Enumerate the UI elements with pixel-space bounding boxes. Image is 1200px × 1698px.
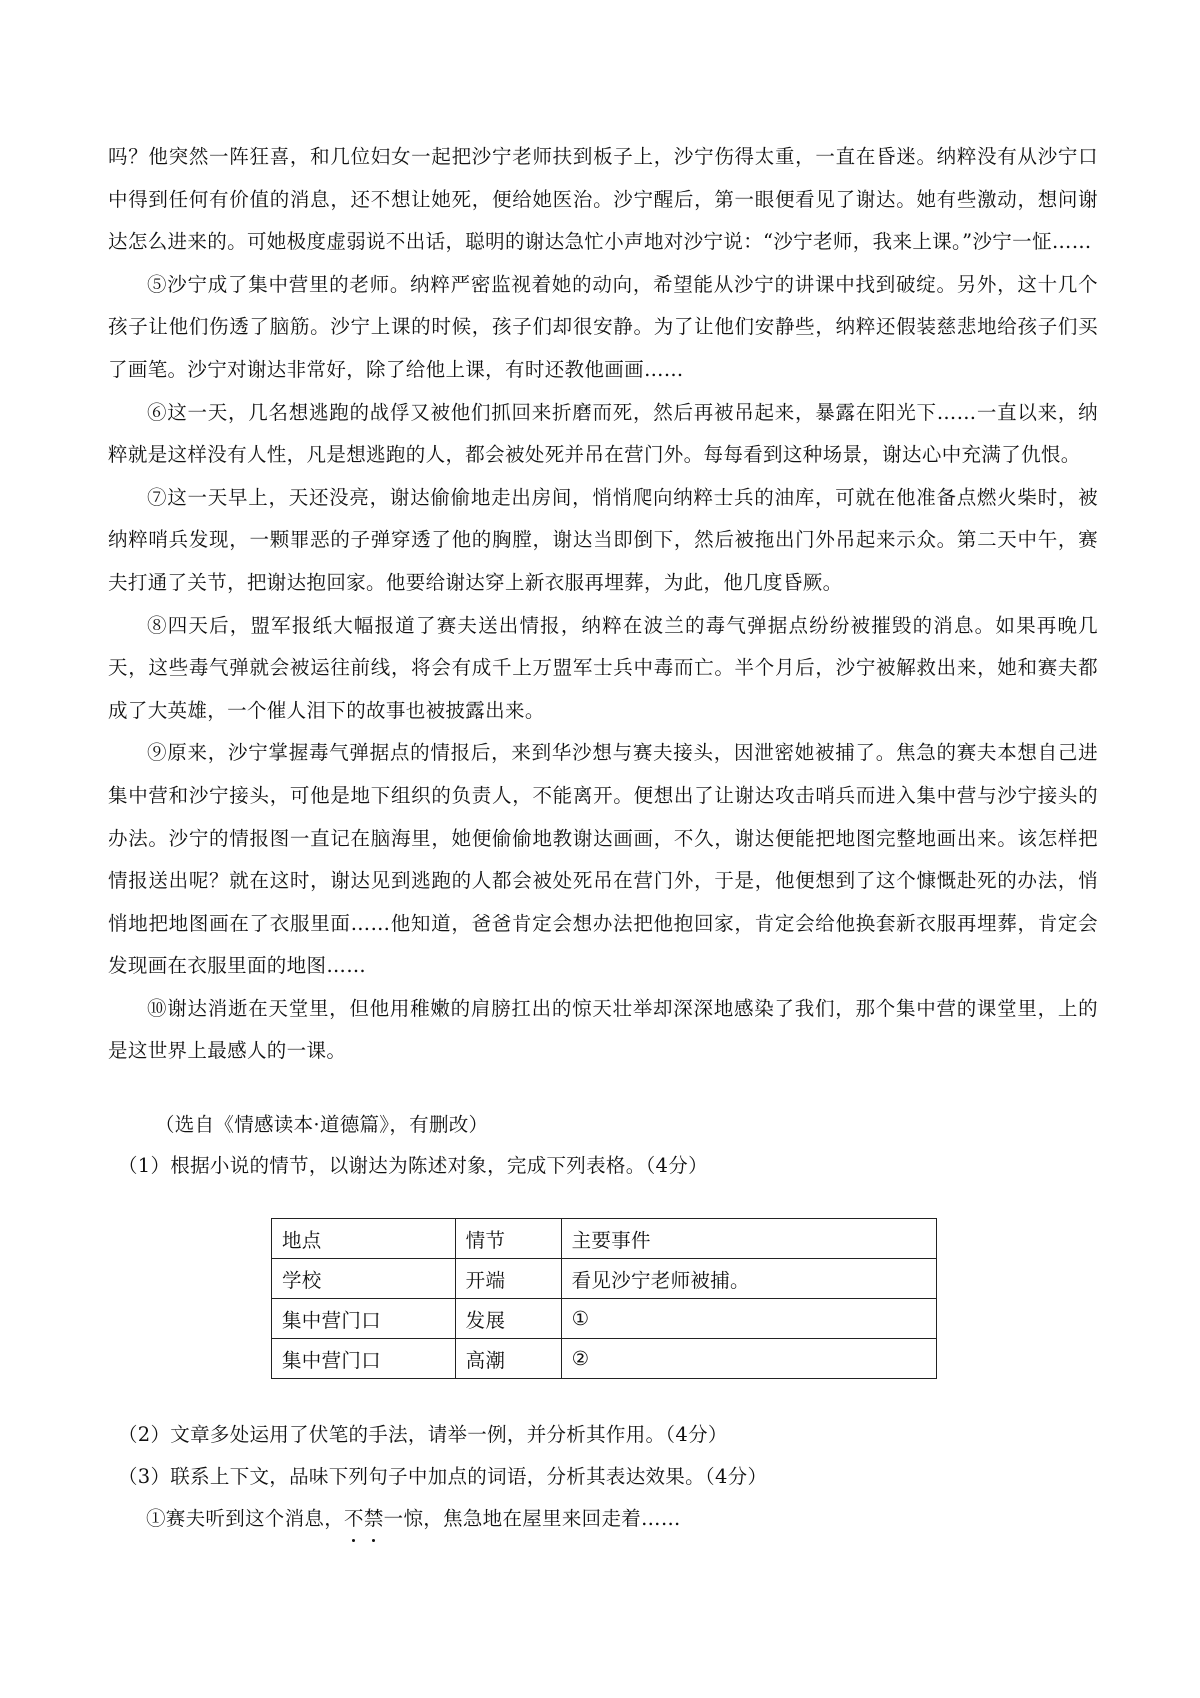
passage-source: （选自《情感读本·道德篇》，有删改） <box>155 1113 489 1136</box>
question-3-item-1 <box>146 1504 681 1534</box>
sentence-after: 一惊，焦急地在屋里来回走着…… <box>383 1507 681 1530</box>
question-1: （1）根据小说的情节，以谢达为陈述对象，完成下列表格。（4分） <box>118 1154 708 1177</box>
emphasized-char: 禁 <box>364 1504 384 1534</box>
table-cell: 看见沙宁老师被捕。 <box>561 1259 936 1299</box>
table-cell: 集中营门口 <box>272 1339 456 1379</box>
table-cell: 高潮 <box>455 1339 561 1379</box>
emphasized-char: 不 <box>344 1504 364 1534</box>
table-header-cell: 地点 <box>272 1219 456 1259</box>
table-cell: 集中营门口 <box>272 1299 456 1339</box>
reading-passage <box>108 136 1098 1073</box>
table-row <box>272 1339 937 1379</box>
passage-paragraph-7: ⑦这一天早上，天还没亮，谢达偷偷地走出房间，悄悄爬向纳粹士兵的油库，可就在他准备点燃火柴时，被纳粹哨兵发现，一颗罪恶的子弹穿透了他的胸膛，谢达当即倒下，然后被拖出门外吊起来示众。第二天中午，赛夫打通了关节，把谢达抱回家。他要给谢达穿上新衣服再埋葬，为此，他几度昏厥。 <box>108 485 1098 594</box>
question-3: （3）联系上下文，品味下列句子中加点的词语，分析其表达效果。（4分） <box>118 1465 768 1488</box>
table-header-cell: 情节 <box>455 1219 561 1259</box>
question-2: （2）文章多处运用了伏笔的手法，请举一例，并分析其作用。（4分） <box>118 1423 728 1446</box>
table-row <box>272 1299 937 1339</box>
table-cell: ② <box>561 1339 936 1379</box>
passage-paragraph-8: ⑧四天后，盟军报纸大幅报道了赛夫送出情报，纳粹在波兰的毒气弹据点纷纷被摧毁的消息。如果再晚几天，这些毒气弹就会被运往前线，将会有成千上万盟军士兵中毒而亡。半个月后，沙宁被解救出来，她和赛夫都成了大英雄，一个催人泪下的故事也被披露出来。 <box>108 613 1098 722</box>
table-cell: 学校 <box>272 1259 456 1299</box>
plot-table <box>271 1218 937 1379</box>
passage-paragraph-6: ⑥这一天，几名想逃跑的战俘又被他们抓回来折磨而死，然后再被吊起来，暴露在阳光下……一直以来，纳粹就是这样没有人性，凡是想逃跑的人，都会被处死并吊在营门外。每每看到这种场景，谢达心中充满了仇恨。 <box>108 400 1098 467</box>
sentence-before: ①赛夫听到这个消息， <box>146 1507 345 1530</box>
table-header-cell: 主要事件 <box>561 1219 936 1259</box>
table-row <box>272 1259 937 1299</box>
table-cell: 发展 <box>455 1299 561 1339</box>
table-cell: ① <box>561 1299 936 1339</box>
passage-paragraph-continued: 吗？他突然一阵狂喜，和几位妇女一起把沙宁老师扶到板子上，沙宁伤得太重，一直在昏迷。纳粹没有从沙宁口中得到任何有价值的消息，还不想让她死，便给她医治。沙宁醒后，第一眼便看见了谢达。她有些激动，想问谢达怎么进来的。可她极度虚弱说不出话，聪明的谢达急忙小声地对沙宁说：“沙宁老师，我来上课。”沙宁一怔…… <box>108 145 1098 254</box>
passage-paragraph-10: ⑩谢达消逝在天堂里，但他用稚嫩的肩膀扛出的惊天壮举却深深地感染了我们，那个集中营的课堂里，上的是这世界上最感人的一课。 <box>108 996 1098 1063</box>
passage-paragraph-5: ⑤沙宁成了集中营里的老师。纳粹严密监视着她的动向，希望能从沙宁的讲课中找到破绽。另外，这十几个孩子让他们伤透了脑筋。沙宁上课的时候，孩子们却很安静。为了让他们安静些，纳粹还假装慈悲地给孩子们买了画笔。沙宁对谢达非常好，除了给他上课，有时还教他画画…… <box>108 272 1098 381</box>
table-cell: 开端 <box>455 1259 561 1299</box>
passage-paragraph-9: ⑨原来，沙宁掌握毒气弹据点的情报后，来到华沙想与赛夫接头，因泄密她被捕了。焦急的赛夫本想自己进集中营和沙宁接头，可他是地下组织的负责人，不能离开。便想出了让谢达攻击哨兵而进入集中营与沙宁接头的办法。沙宁的情报图一直记在脑海里，她便偷偷地教谢达画画，不久，谢达便能把地图完整地画出来。该怎样把情报送出呢？就在这时，谢达见到逃跑的人都会被处死吊在营门外，于是，他便想到了这个慷慨赴死的办法，悄悄地把地图画在了衣服里面……他知道，爸爸肯定会想办法把他抱回家，肯定会给他换套新衣服再埋葬，肯定会发现画在衣服里面的地图…… <box>108 741 1098 978</box>
table-header-row <box>272 1219 937 1259</box>
